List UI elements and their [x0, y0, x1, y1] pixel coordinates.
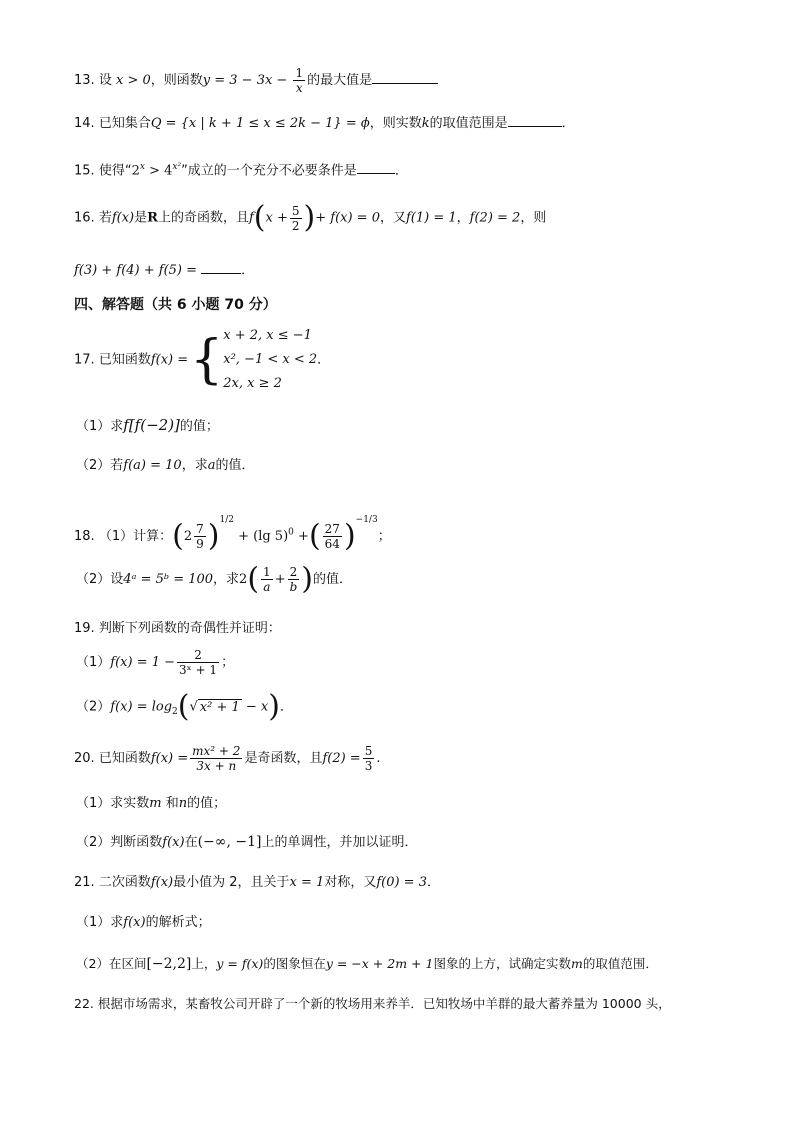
sqrt-sign: √ — [189, 699, 198, 715]
math-variable: m — [149, 796, 162, 811]
answer-blank[interactable] — [357, 161, 395, 174]
sqrt-radicand: x² + 1 — [199, 699, 240, 715]
sub-question-label: （2）在区间 — [76, 956, 147, 971]
question-21-part-1 — [76, 914, 211, 932]
math-expression: f(x) — [150, 875, 174, 890]
question-number: 22. — [74, 996, 94, 1011]
question-text: 的取值范围是 — [429, 116, 508, 131]
case-2: x², −1 < x < 2 — [223, 352, 318, 367]
math-expression: f(x) = log — [110, 699, 173, 715]
fraction: $\frac{2}{\text{3ˣ + 1}}$ — [179, 648, 218, 677]
question-text: 的值； — [187, 796, 227, 811]
sub-question-label: （1）求 — [76, 915, 124, 930]
left-paren: ( — [247, 561, 260, 597]
question-number: 16. — [74, 210, 95, 226]
question-18-part-2 — [76, 562, 352, 598]
math-operator: + — [274, 572, 286, 587]
sub-question-label: （2）设 — [76, 572, 124, 587]
question-text: 对称，又 — [324, 875, 377, 890]
math-exponent: x — [139, 162, 145, 172]
math-expression: x + — [265, 210, 288, 226]
math-set-R: R — [147, 210, 158, 226]
question-19-part-2 — [76, 689, 293, 727]
question-text: 图象的上方，试确定实数 — [433, 956, 571, 971]
sub-question-label: （1）计算： — [98, 529, 173, 544]
fraction: $\frac{27}{64}$ — [324, 522, 340, 551]
left-brace: { — [190, 330, 224, 390]
math-expression: + f(x) = 0 — [315, 210, 380, 226]
case-3: 2x, x ≥ 2 — [223, 376, 282, 391]
math-expression: f(2) = — [322, 751, 361, 766]
punctuation: ． — [561, 116, 575, 131]
question-19-part-1 — [76, 645, 234, 681]
sub-question-label: （1）求 — [76, 419, 124, 434]
question-text: 根据市场需求，某畜牧公司开辟了一个新的牧场用来养羊．已知牧场中羊群的最大蓄养量为 10000 头， — [97, 996, 671, 1011]
punctuation: ； — [377, 529, 391, 544]
answer-blank[interactable] — [372, 71, 438, 84]
math-variable: n — [178, 796, 188, 811]
math-expression: y = −x + 2m + 1 — [325, 956, 434, 971]
question-21 — [74, 874, 440, 892]
question-22 — [74, 995, 671, 1013]
question-text: 的值． — [313, 572, 353, 587]
question-text: 若 — [98, 210, 112, 226]
math-exponent: x² — [172, 162, 182, 172]
question-13 — [74, 66, 438, 95]
question-text: 判断下列函数的奇偶性并证明： — [98, 621, 281, 636]
punctuation: ． — [317, 352, 331, 368]
math-expression: f(2) = 2 — [469, 210, 521, 226]
punctuation: ． — [279, 699, 293, 715]
question-14 — [74, 114, 575, 133]
question-number: 13. — [74, 73, 95, 88]
fraction: $\frac{2}{b}$ — [289, 565, 298, 594]
punctuation: ； — [221, 655, 235, 670]
sub-question-label: （1） — [76, 655, 111, 670]
answer-blank[interactable] — [508, 114, 562, 127]
question-16 — [74, 200, 547, 235]
question-text: ，则函数 — [150, 73, 203, 88]
math-variable: k — [421, 116, 430, 131]
math-expression: f(1) = 1 — [406, 210, 457, 226]
question-text: 已知函数 — [98, 352, 151, 368]
question-number: 20. — [74, 751, 95, 766]
math-expression: Q = {x | k + 1 ≤ x ≤ 2k − 1} = ϕ — [150, 116, 370, 131]
math-expression: − x — [245, 699, 269, 715]
log-base: 2 — [172, 707, 178, 718]
question-number: 21. — [74, 875, 95, 890]
question-20-part-2 — [76, 833, 417, 852]
left-paren: ( — [172, 518, 184, 554]
question-17-part-1 — [76, 416, 219, 436]
question-text: 和 — [165, 796, 179, 811]
question-17-part-2 — [76, 457, 254, 475]
question-text: ，求 — [181, 458, 208, 473]
question-text: 的值． — [215, 458, 255, 473]
question-19 — [74, 620, 281, 638]
sub-question-label: （2）判断函数 — [76, 835, 163, 850]
math-expression: f[f(−2)] — [123, 416, 180, 434]
math-expression: + (lg 5) — [238, 529, 289, 544]
fraction: $\frac{5}{3}$ — [364, 744, 373, 773]
question-20-part-1 — [76, 795, 226, 813]
math-exponent: 0 — [288, 527, 294, 538]
question-text: 是 — [134, 210, 148, 226]
question-text: 已知函数 — [98, 751, 151, 766]
fraction: $\frac{1}{a}$ — [263, 565, 271, 594]
math-expression: 2 — [131, 163, 140, 179]
math-expression: f(x) = — [150, 751, 189, 766]
question-15 — [74, 158, 408, 180]
punctuation: ． — [426, 875, 440, 890]
question-text: 在 — [184, 835, 198, 850]
fraction: $\frac{1}{x}$ — [295, 66, 304, 95]
math-exponent: 1/2 — [219, 515, 234, 525]
question-number: 15. — [74, 163, 95, 179]
math-operator: + — [298, 529, 309, 544]
mixed-number-integer: 2 — [183, 529, 193, 544]
question-number: 17. — [74, 352, 95, 368]
question-text: 使得“ — [98, 163, 132, 179]
math-expression: f(x) = — [150, 352, 189, 368]
question-text: 上的奇函数，且 — [157, 210, 249, 226]
right-paren: ) — [301, 561, 313, 597]
math-expression: y = f(x) — [216, 956, 264, 971]
question-text: 上的单调性，并加以证明． — [261, 835, 418, 850]
math-expression: x > 0 — [115, 73, 151, 88]
math-variable: m — [570, 956, 583, 971]
math-expression: f(x) — [111, 210, 135, 226]
sub-question-label: （1）求实数 — [76, 796, 150, 811]
question-text: 是奇函数，且 — [244, 751, 323, 766]
left-paren: ( — [308, 518, 321, 554]
math-expression: 4ᵃ = 5ᵇ = 100 — [123, 572, 214, 587]
right-paren: ) — [303, 200, 316, 235]
question-text: 最小值为 2，且关于 — [173, 875, 290, 890]
question-text: 的图象恒在 — [263, 956, 326, 971]
sub-question-label: （2） — [76, 699, 111, 715]
math-interval: [−2,2] — [146, 956, 192, 972]
math-expression: f(x) — [162, 835, 185, 850]
question-text: 的值； — [179, 419, 219, 434]
question-text: 已知集合 — [98, 116, 151, 131]
question-text: 的取值范围． — [582, 956, 658, 971]
left-paren: ( — [177, 689, 190, 724]
question-17 — [74, 324, 330, 396]
question-text: 设 — [98, 73, 112, 88]
question-number: 14. — [74, 116, 95, 131]
right-paren: ) — [268, 689, 280, 724]
math-expression: f(a) = 10 — [123, 458, 182, 473]
punctuation: ． — [394, 163, 408, 179]
punctuation: ． — [241, 263, 255, 278]
question-text: 二次函数 — [98, 875, 151, 890]
math-coefficient: 2 — [239, 572, 248, 587]
question-text: ，又 — [379, 210, 406, 226]
fraction: $\frac{5}{2}$ — [291, 203, 300, 233]
question-text: ，则实数 — [369, 116, 422, 131]
question-text: ，则 — [520, 210, 547, 226]
math-expression: y = 3 − 3x − — [202, 73, 288, 88]
math-variable: a — [207, 458, 216, 473]
math-interval: (−∞, −1] — [197, 834, 262, 850]
math-expression: f(0) = 3 — [376, 875, 427, 890]
question-text: 的最大值是 — [307, 73, 373, 88]
question-number: 18. — [74, 529, 95, 544]
right-paren: ) — [343, 518, 356, 554]
fraction: $\frac{\text{mx² + 2}}{3x + n}$ — [192, 744, 241, 773]
question-text: ，求 — [213, 572, 240, 587]
math-expression: f(x) = 1 − — [110, 655, 176, 670]
sub-question-label: （2）若 — [76, 458, 124, 473]
answer-blank[interactable] — [201, 261, 241, 274]
piecewise-cases — [223, 324, 317, 396]
question-text: 的解析式； — [145, 915, 211, 930]
question-16-continued — [74, 261, 254, 280]
punctuation: ， — [456, 210, 470, 226]
math-expression: f(x) — [123, 915, 146, 930]
question-18-part-1 — [74, 502, 391, 555]
math-expression: > 4 — [144, 163, 173, 179]
math-expression: f(3) + f(4) + f(5) = — [74, 263, 198, 278]
math-exponent: −1/3 — [355, 515, 378, 525]
question-text: 上， — [191, 956, 217, 971]
section-heading: 四、解答题（共 6 小题 70 分） — [74, 297, 277, 313]
case-1: x + 2, x ≤ −1 — [223, 328, 312, 343]
question-number: 19. — [74, 621, 95, 636]
question-text: ”成立的一个充分不必要条件是 — [181, 163, 357, 179]
math-expression: x = 1 — [289, 875, 325, 890]
punctuation: . — [376, 751, 381, 766]
left-paren: ( — [253, 200, 266, 235]
question-20 — [74, 741, 381, 777]
fraction: $\frac{7}{9}$ — [196, 522, 204, 551]
math-expression: f — [248, 210, 254, 226]
question-21-part-2 — [76, 955, 658, 973]
right-paren: ) — [207, 518, 220, 554]
